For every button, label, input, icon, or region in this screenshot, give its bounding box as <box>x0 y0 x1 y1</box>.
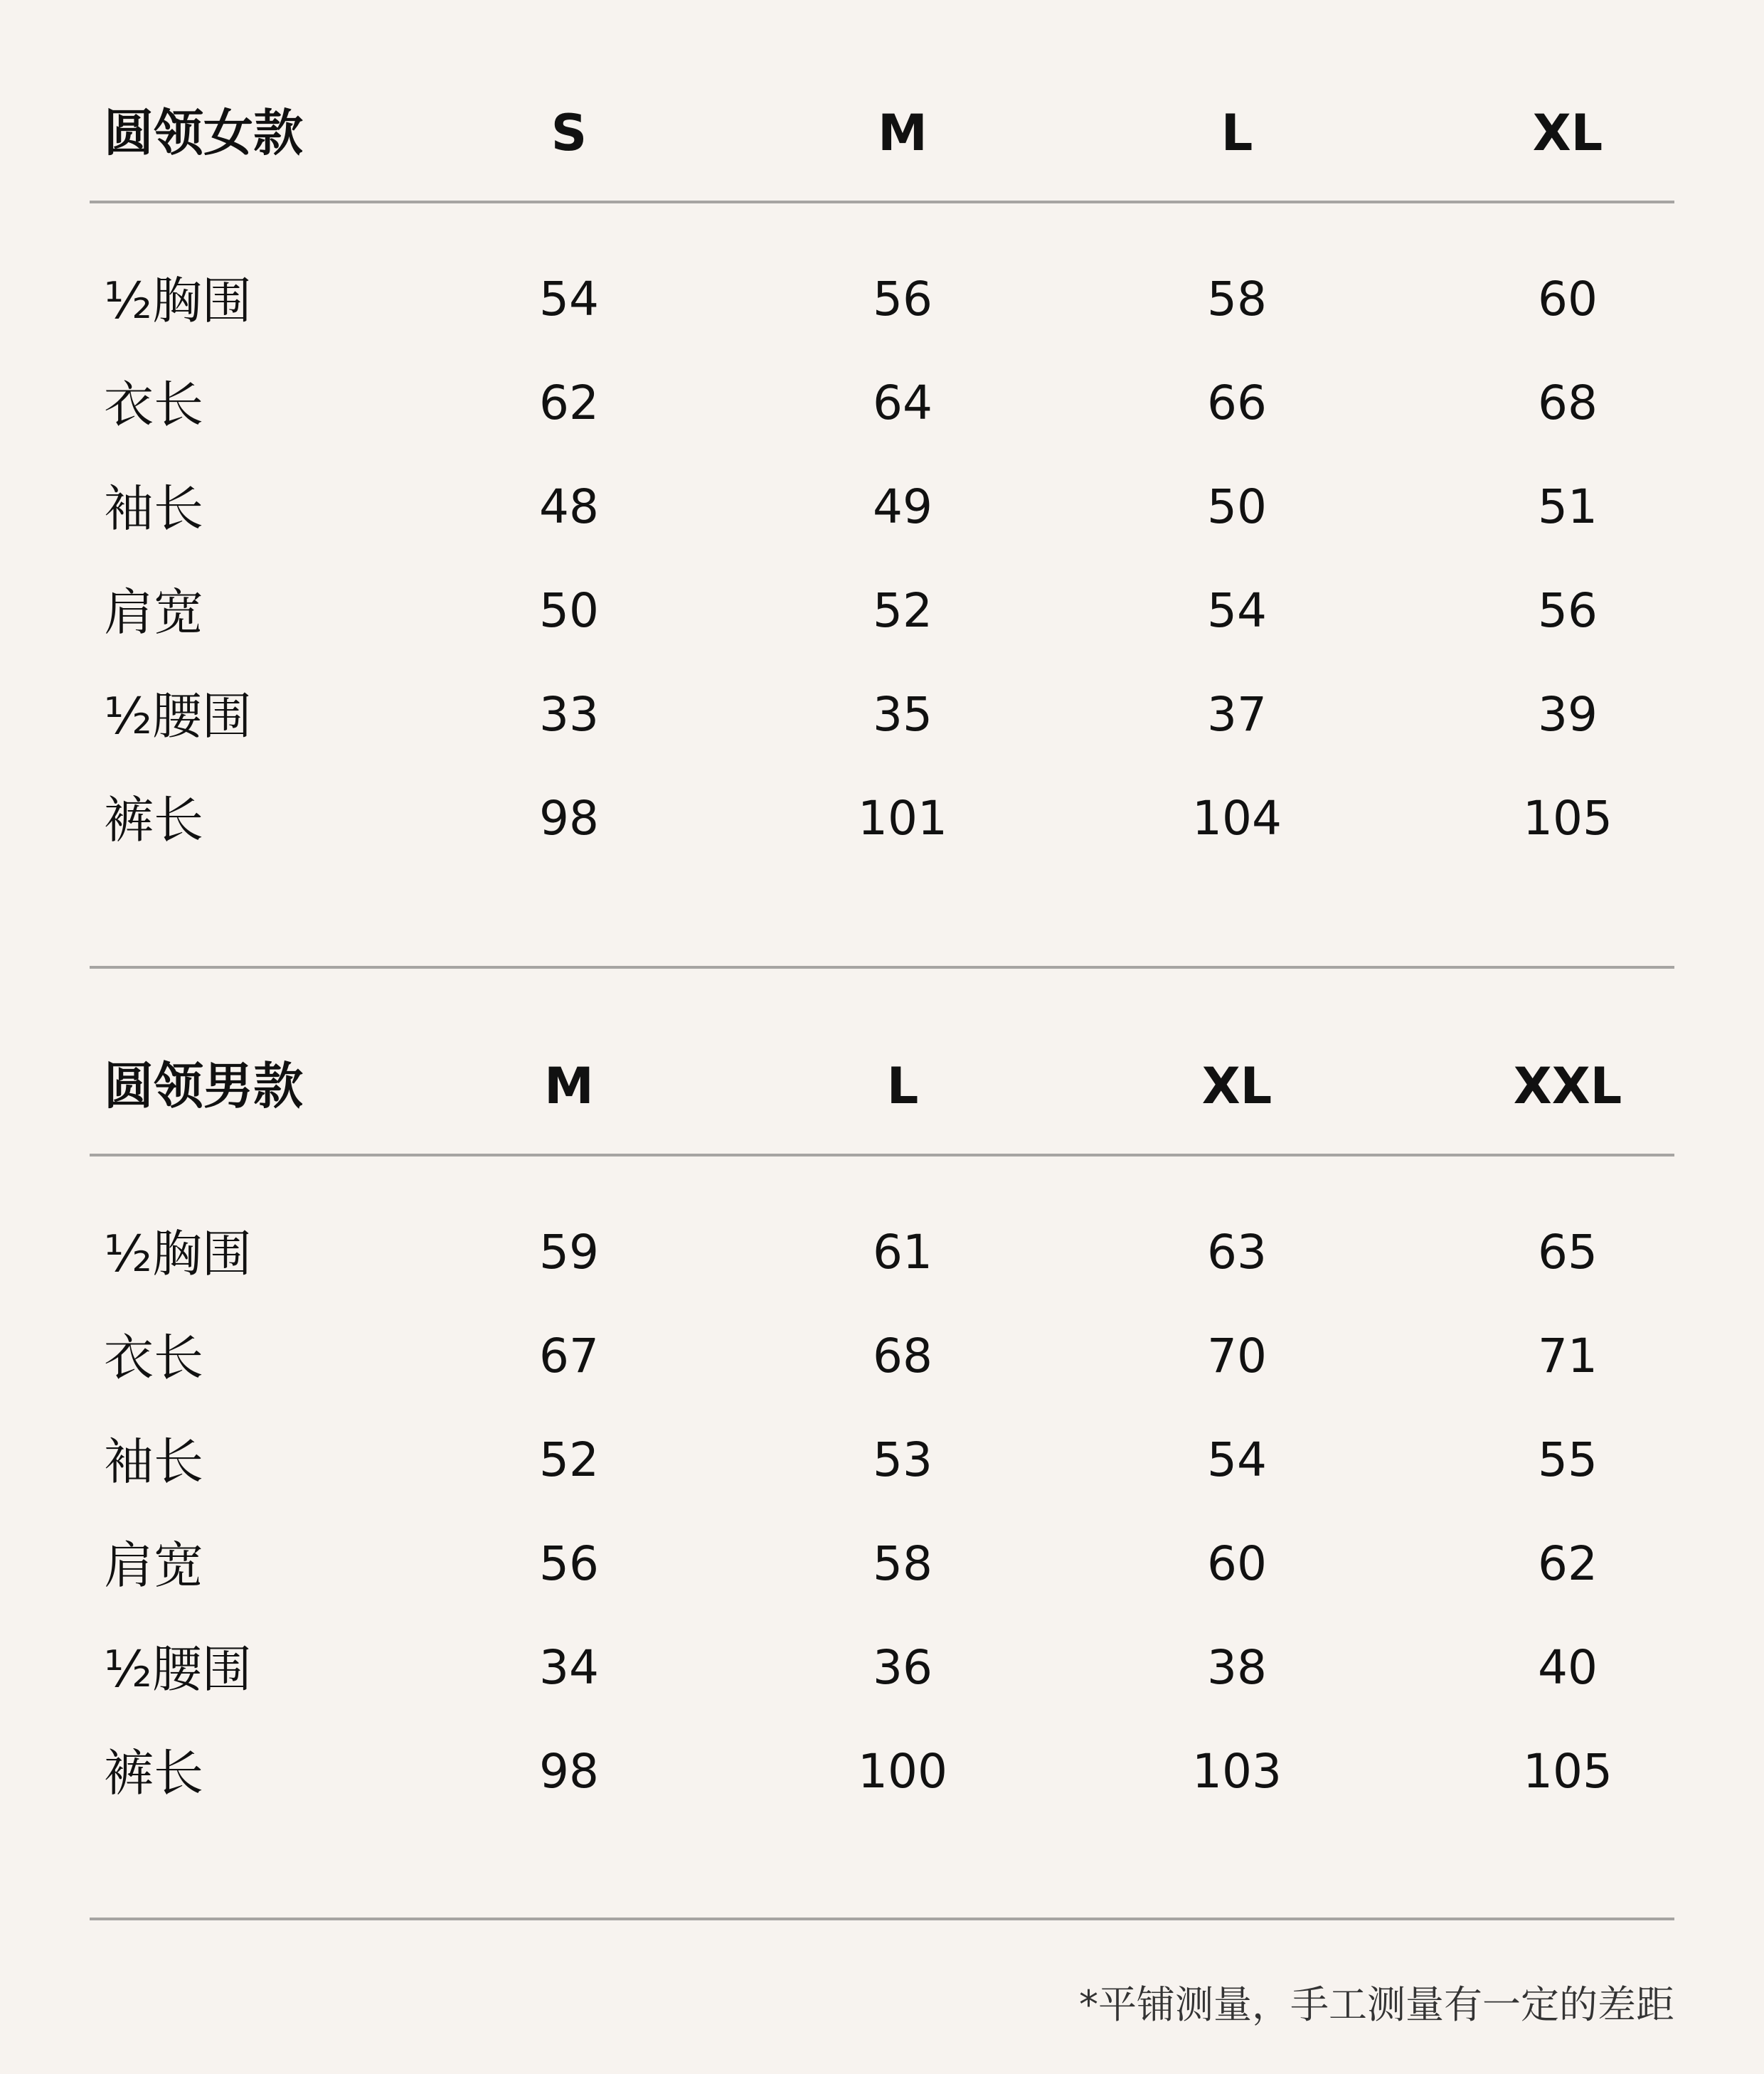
table-row <box>90 1432 1674 1541</box>
table-header-row <box>90 85 1674 205</box>
table-cell: 49 <box>873 479 933 534</box>
table-row <box>90 376 1674 484</box>
table-cell: 53 <box>873 1432 933 1487</box>
women-size-table <box>90 85 1674 849</box>
table-cell: 98 <box>539 1744 599 1799</box>
table-header-row <box>90 1038 1674 1158</box>
table-row <box>90 583 1674 691</box>
table-cell: 67 <box>539 1329 599 1383</box>
row-label: ½胸围 <box>104 272 252 330</box>
section-divider <box>90 966 1674 969</box>
table-body <box>90 272 1674 899</box>
header-divider <box>90 1154 1674 1156</box>
table-cell: 59 <box>539 1225 599 1280</box>
table-cell: 54 <box>1207 1432 1267 1487</box>
table-row <box>90 1640 1674 1748</box>
row-label: 衣长 <box>104 1329 203 1387</box>
size-header: XL <box>1532 104 1603 162</box>
table-cell: 66 <box>1207 376 1267 430</box>
table-cell: 38 <box>1207 1640 1267 1695</box>
table-cell: 103 <box>1192 1744 1282 1799</box>
row-label: 袖长 <box>104 479 203 538</box>
row-label: 裤长 <box>104 1744 203 1802</box>
table-cell: 50 <box>539 583 599 638</box>
size-header: L <box>1221 104 1253 162</box>
table-cell: 105 <box>1523 1744 1612 1799</box>
table-cell: 48 <box>539 479 599 534</box>
table-row <box>90 1329 1674 1437</box>
table-cell: 50 <box>1207 479 1267 534</box>
table-row <box>90 1536 1674 1644</box>
row-label: 肩宽 <box>104 1536 203 1595</box>
table-cell: 105 <box>1523 791 1612 846</box>
row-label: 衣长 <box>104 376 203 434</box>
men-size-table <box>90 1038 1674 1802</box>
table-cell: 35 <box>873 687 933 742</box>
row-label: 裤长 <box>104 791 203 849</box>
table-cell: 56 <box>873 272 933 326</box>
table-cell: 58 <box>1207 272 1267 326</box>
header-divider <box>90 201 1674 203</box>
size-header: L <box>886 1057 919 1115</box>
table-cell: 65 <box>1538 1225 1598 1280</box>
table-cell: 98 <box>539 791 599 846</box>
table-cell: 60 <box>1538 272 1598 326</box>
table-cell: 104 <box>1192 791 1282 846</box>
table-cell: 64 <box>873 376 933 430</box>
table-cell: 52 <box>539 1432 599 1487</box>
table-cell: 51 <box>1538 479 1598 534</box>
table-body <box>90 1225 1674 1852</box>
table-row <box>90 272 1674 380</box>
table-cell: 100 <box>858 1744 947 1799</box>
size-header: M <box>878 104 928 162</box>
table-cell: 62 <box>539 376 599 430</box>
table-row <box>90 1744 1674 1852</box>
table-cell: 68 <box>1538 376 1598 430</box>
table-row <box>90 791 1674 899</box>
table-cell: 56 <box>1538 583 1598 638</box>
size-header: S <box>551 104 588 162</box>
table-cell: 101 <box>858 791 947 846</box>
measurement-note: *平铺测量，手工测量有一定的差距 <box>1079 1982 1674 2027</box>
table-cell: 55 <box>1538 1432 1598 1487</box>
table-cell: 70 <box>1207 1329 1267 1383</box>
table-cell: 54 <box>1207 583 1267 638</box>
table-cell: 37 <box>1207 687 1267 742</box>
table-title: 圆领男款 <box>104 1057 303 1115</box>
size-header: M <box>544 1057 594 1115</box>
row-label: 袖长 <box>104 1432 203 1491</box>
row-label: ½胸围 <box>104 1225 252 1283</box>
size-header: XXL <box>1513 1057 1622 1115</box>
table-cell: 71 <box>1538 1329 1598 1383</box>
table-cell: 58 <box>873 1536 933 1591</box>
row-label: ½腰围 <box>104 1640 252 1698</box>
table-cell: 61 <box>873 1225 933 1280</box>
table-cell: 68 <box>873 1329 933 1383</box>
row-label: ½腰围 <box>104 687 252 745</box>
table-cell: 56 <box>539 1536 599 1591</box>
table-cell: 40 <box>1538 1640 1598 1695</box>
table-row <box>90 479 1674 587</box>
table-title: 圆领女款 <box>104 104 303 162</box>
table-cell: 62 <box>1538 1536 1598 1591</box>
footer-divider <box>90 1918 1674 1920</box>
size-header: XL <box>1201 1057 1272 1115</box>
table-cell: 63 <box>1207 1225 1267 1280</box>
table-cell: 52 <box>873 583 933 638</box>
table-cell: 36 <box>873 1640 933 1695</box>
table-cell: 34 <box>539 1640 599 1695</box>
table-row <box>90 687 1674 795</box>
table-cell: 54 <box>539 272 599 326</box>
table-cell: 33 <box>539 687 599 742</box>
table-row <box>90 1225 1674 1333</box>
table-cell: 60 <box>1207 1536 1267 1591</box>
row-label: 肩宽 <box>104 583 203 642</box>
table-cell: 39 <box>1538 687 1598 742</box>
